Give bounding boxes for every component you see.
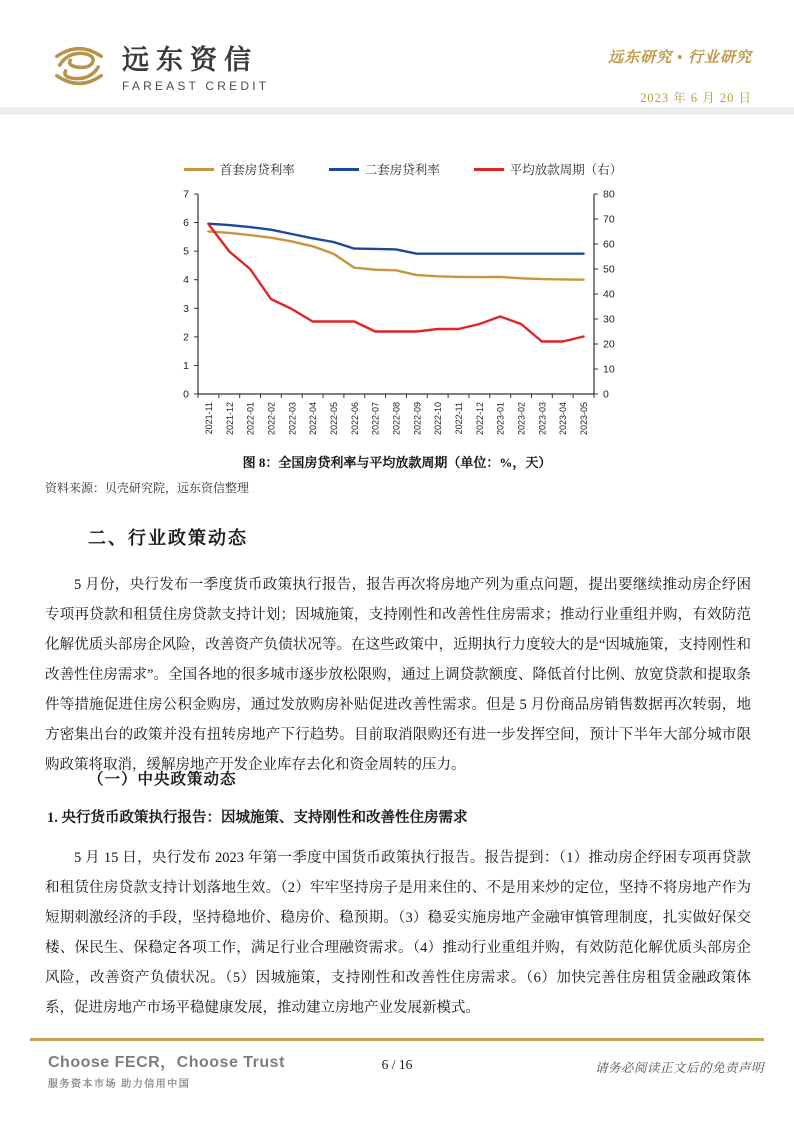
subsection-heading-central-policy: （一）中央政策动态 (88, 771, 237, 788)
svg-text:2022-01: 2022-01 (245, 402, 256, 436)
svg-text:50: 50 (603, 263, 615, 276)
svg-text:40: 40 (603, 288, 615, 301)
svg-text:70: 70 (603, 213, 615, 226)
logo-text (122, 38, 269, 93)
figure-caption: 图 8：全国房贷利率与平均放款周期（单位：%，天） (242, 455, 552, 470)
svg-text:2022-10: 2022-10 (433, 402, 444, 436)
svg-text:80: 80 (603, 188, 615, 201)
svg-text:2022-03: 2022-03 (287, 402, 298, 436)
svg-text:2022-02: 2022-02 (266, 402, 277, 436)
subsubsection-heading-pboc-report: 1. 央行货币政策执行报告：因城施策、支持刚性和改善性住房需求 (47, 810, 468, 826)
svg-text:2022-11: 2022-11 (454, 402, 465, 435)
svg-text:2023-01: 2023-01 (495, 402, 506, 436)
svg-text:2023-03: 2023-03 (537, 402, 548, 436)
svg-text:0: 0 (183, 388, 189, 401)
legend-line-gold (184, 168, 214, 171)
svg-text:4: 4 (183, 274, 189, 287)
svg-text:2021-11: 2021-11 (203, 402, 214, 435)
report-series-label: 远东研究 • 行业研究 (608, 50, 752, 66)
svg-text:7: 7 (183, 188, 189, 201)
report-date: 2023 年 6 月 20 日 (640, 91, 752, 105)
chart-legend (12, 160, 794, 178)
svg-text:2023-04: 2023-04 (558, 402, 569, 436)
svg-text:10: 10 (603, 363, 615, 376)
legend-item-lending-cycle (474, 160, 623, 178)
footer-slogan-cn: 服务资本市场 助力信用中国 (48, 1079, 191, 1090)
header-divider (0, 107, 794, 114)
footer-slogan-en: Choose FECR，Choose Trust (48, 1054, 285, 1071)
logo-name-en: FAREAST CREDIT (122, 79, 270, 93)
chart-canvas-wrap (0, 188, 794, 447)
svg-text:3: 3 (183, 302, 189, 315)
footer-slogan (48, 1049, 285, 1090)
svg-text:2022-06: 2022-06 (349, 402, 360, 436)
fareast-logo-icon (50, 40, 108, 92)
page-header (0, 0, 794, 107)
svg-text:2022-08: 2022-08 (391, 402, 402, 436)
svg-text:5: 5 (183, 245, 189, 258)
svg-text:20: 20 (603, 338, 615, 351)
figure-source-note: 资料来源：贝壳研究院，远东资信整理 (45, 481, 250, 495)
svg-text:2: 2 (183, 331, 189, 344)
page-footer (30, 1038, 764, 1090)
figure-8-chart-block (0, 160, 794, 447)
section-heading-industry-policy: 二、行业政策动态 (88, 528, 248, 548)
legend-line-blue (329, 168, 359, 171)
page-number: 6 / 16 (381, 1057, 413, 1072)
svg-text:0: 0 (603, 388, 609, 401)
svg-text:2022-12: 2022-12 (474, 402, 485, 436)
legend-item-first-home-rate (184, 160, 295, 178)
legend-label: 平均放款周期（右） (509, 163, 623, 177)
footer-disclaimer: 请务必阅读正文后的免责声明 (594, 1061, 764, 1075)
paragraph-pboc-report-details: 5 月 15 日，央行发布 2023 年第一季度中国货币政策执行报告。报告提到：（1）推动房企纾困专项再贷款和租赁住房贷款支持计划落地生效。（2）牢牢坚持房子是用来住的、不是用来炒的定位，坚持不将房地产作为短期刺激经济的手段，坚持稳地价、稳房价、稳预期。（3）稳妥实施房地产金融审慎管理制度，扎实做好保交楼、保民生、保稳定各项工作，满足行业合理融资需求。（4）推动行业重组并购，有效防范化解优质头部房企风险，改善资产负债状况。（5）因城施策，支持刚性和改善性住房需求。（6）加快完善住房租赁金融政策体系，促进房地产市场平稳健康发展，推动建立房地产业发展新模式。 (45, 850, 751, 1016)
svg-text:30: 30 (603, 313, 615, 326)
svg-text:2022-04: 2022-04 (308, 402, 319, 436)
header-meta (608, 46, 752, 106)
svg-text:2023-05: 2023-05 (579, 402, 590, 436)
svg-text:2021-12: 2021-12 (224, 402, 235, 436)
paragraph-policy-overview: 5 月份，央行发布一季度货币政策执行报告，报告再次将房地产列为重点问题，提出要继续推动房企纾困专项再贷款和租赁住房贷款支持计划；因城施策，支持刚性和改善性住房需求；推动行业重组并购，有效防范化解优质头部房企风险，改善资产负债状况等。在这些政策中，近期执行力度较大的是“因城施策，支持刚性和改善性住房需求”。全国各地的很多城市逐步放松限购，通过上调贷款额度、降低首付比例、放宽贷款和提取条件等措施促进住房公积金购房，通过发放购房补贴促进改善性需求。但是 5 月份商品房销售数据再次转弱，地方密集出台的政策并没有扭转房地产下行趋势。目前取消限购还有进一步发挥空间，预计下半年大部分城市限购政策将取消，缓解房地产开发企业库存去化和资金周转的压力。 (45, 577, 751, 773)
legend-item-second-home-rate (329, 160, 440, 178)
svg-text:2022-07: 2022-07 (370, 402, 381, 436)
company-logo (50, 38, 269, 93)
svg-text:2022-09: 2022-09 (412, 402, 423, 436)
svg-text:2022-05: 2022-05 (328, 402, 339, 436)
logo-name-cn: 远东资信 (122, 45, 258, 75)
svg-text:6: 6 (183, 217, 189, 230)
svg-text:2023-02: 2023-02 (516, 402, 527, 436)
svg-text:1: 1 (183, 359, 189, 372)
legend-label: 首套房贷利率 (219, 163, 295, 177)
legend-label: 二套房贷利率 (364, 163, 440, 177)
svg-text:60: 60 (603, 238, 615, 251)
legend-line-red (474, 168, 504, 171)
mortgage-rate-line-chart (160, 188, 634, 442)
